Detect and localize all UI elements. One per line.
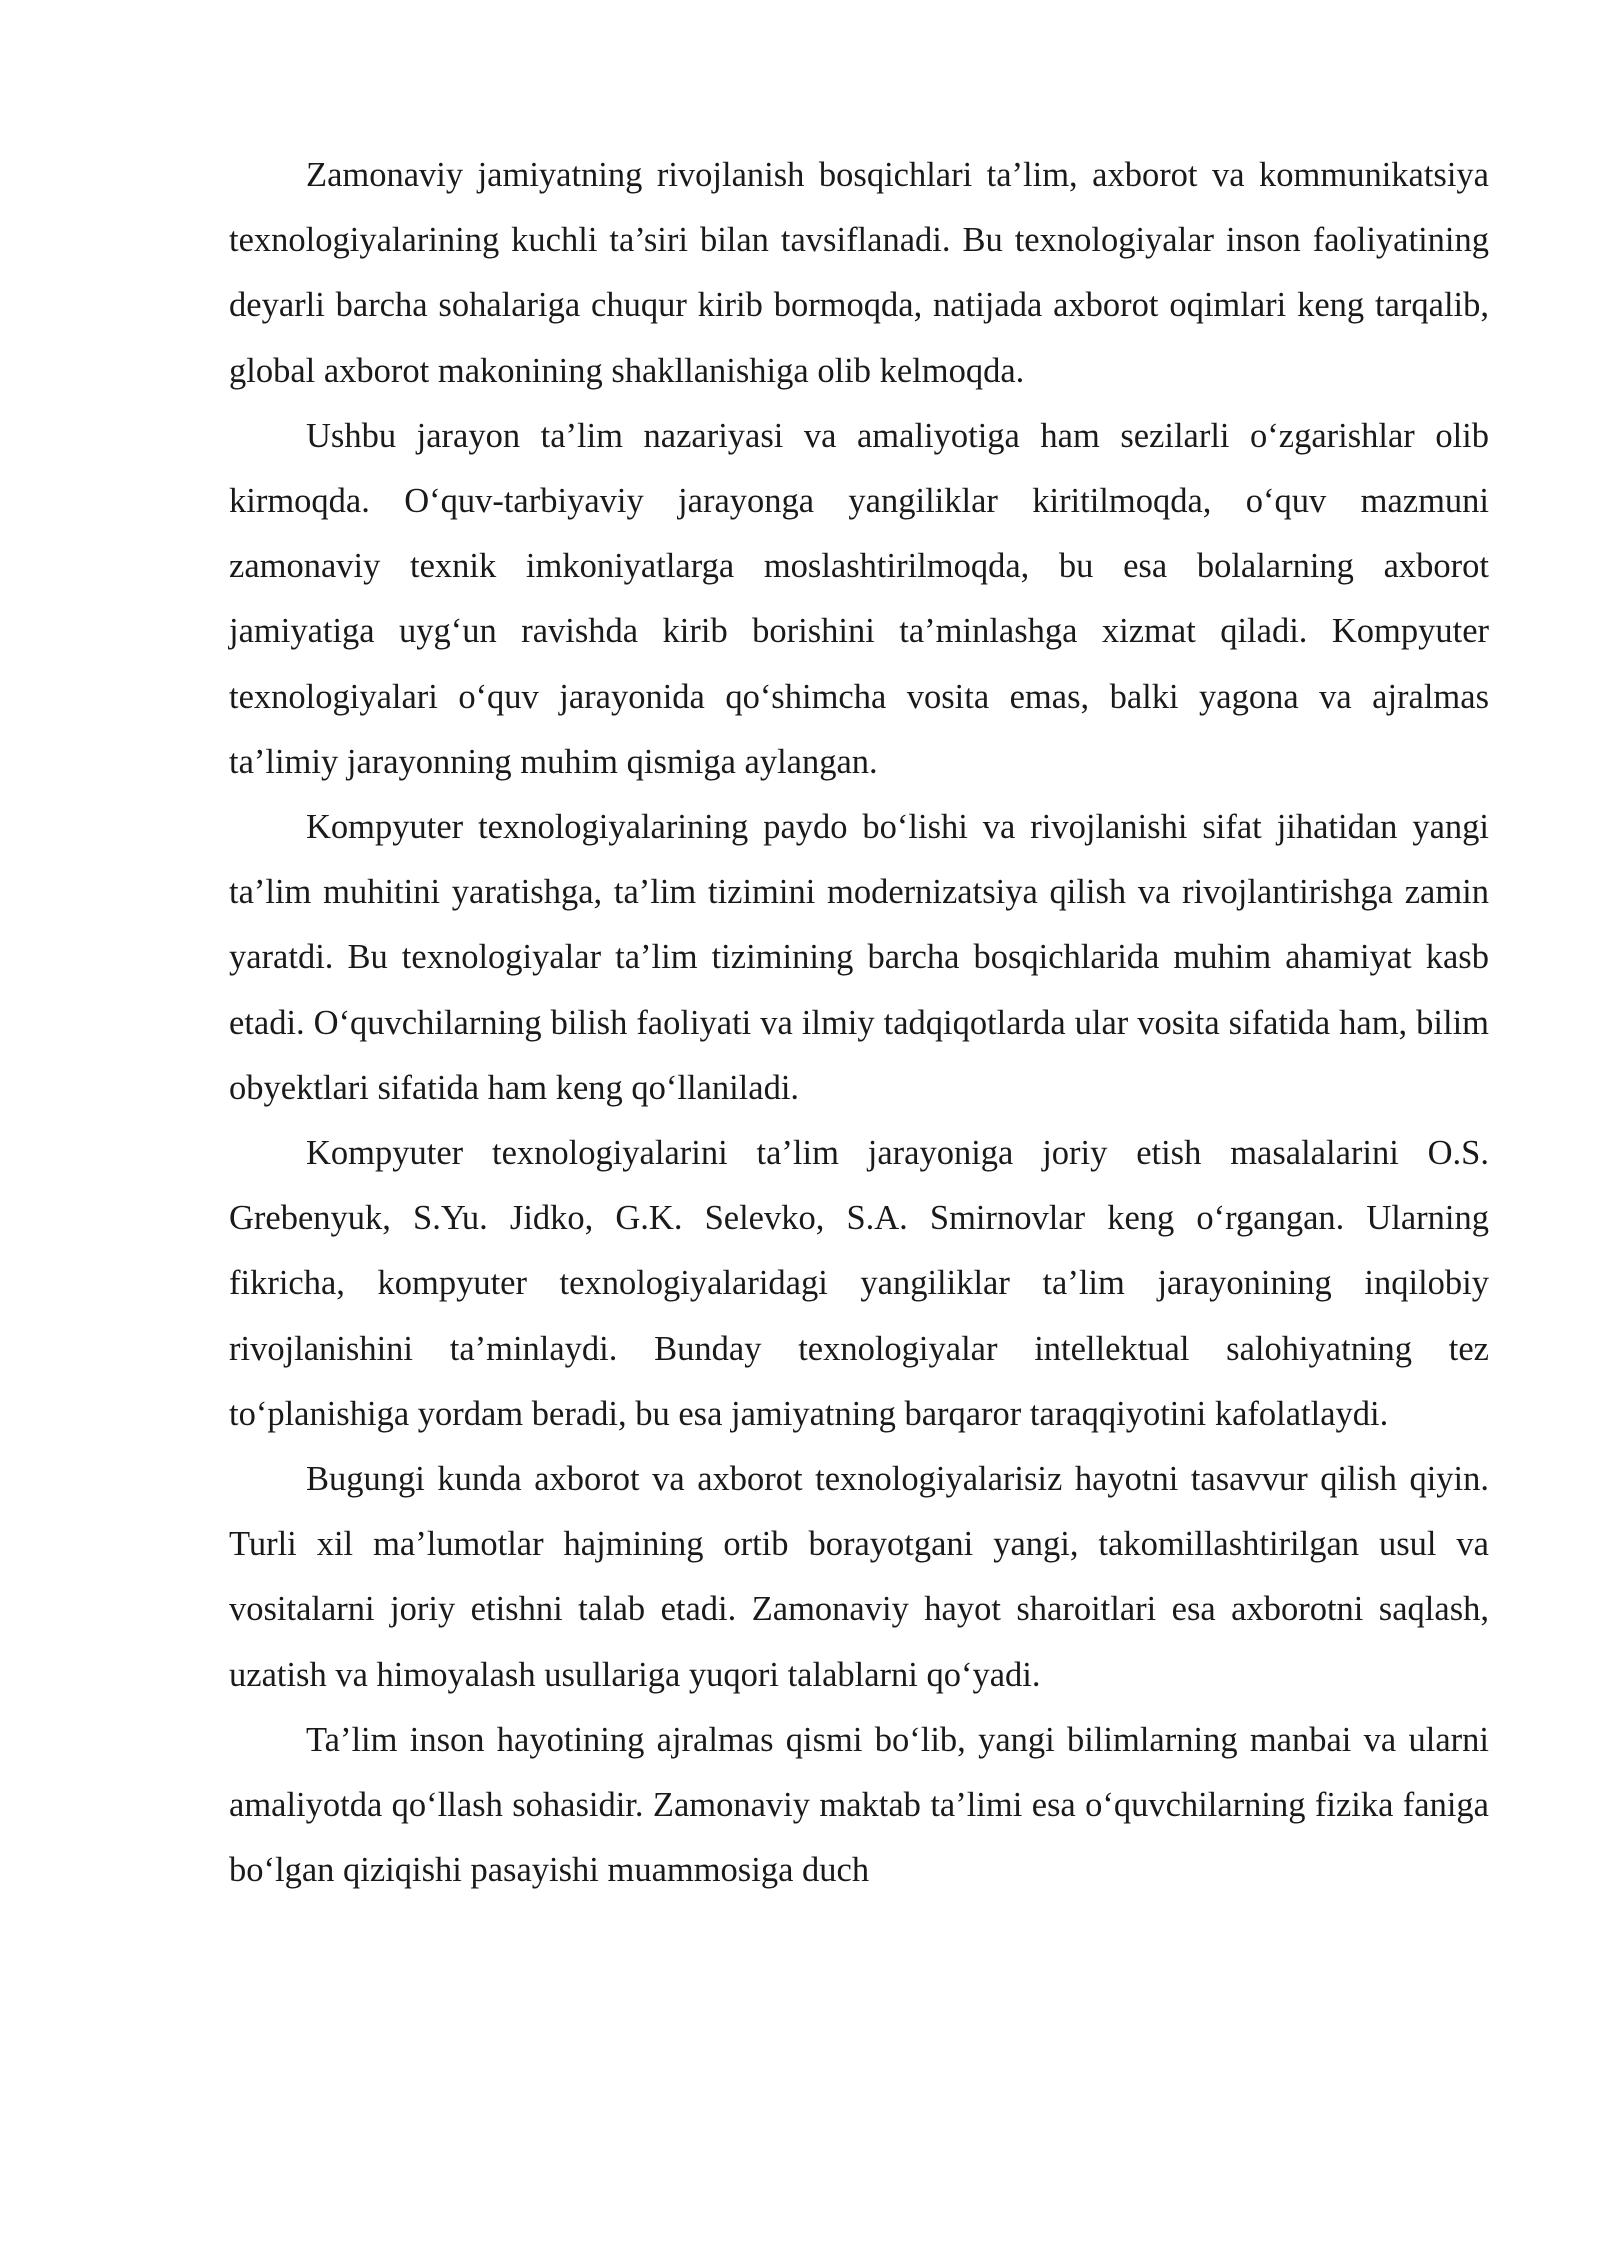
paragraph-1: Zamonaviy jamiyatning rivojlanish bosqichlari ta’lim, axborot va kommunikatsiya texnologiyalarining kuchli ta’siri bilan tavsiflanadi. Bu texnologiyalar inson faoliyatining deyarli barcha sohalariga chuqur kirib bormoqda, natijada axborot oqimlari keng tarqalib, global axborot makonining shakllanishiga olib kelmoqda. bbox=[229, 156, 1489, 390]
paragraph-2: Ushbu jarayon ta’lim nazariyasi va amaliyotiga ham sezilarli o‘zgarishlar olib kirmoqda. O‘quv-tarbiyaviy jarayonga yangiliklar kiritilmoqda, o‘quv mazmuni zamonaviy texnik imkoniyatlarga moslashtirilmoqda, bu esa bolalarning axborot jamiyatiga uyg‘un ravishda kirib borishini ta’minlashga xizmat qiladi. Kompyuter texnologiyalari o‘quv jarayonida qo‘shimcha vosita emas, balki yagona va ajralmas ta’limiy jarayonning muhim qismiga aylangan. bbox=[229, 416, 1489, 781]
document-body bbox=[229, 143, 1489, 1903]
paragraph-3: Kompyuter texnologiyalarining paydo bo‘lishi va rivojlanishi sifat jihatidan yangi ta’lim muhitini yaratishga, ta’lim tizimini modernizatsiya qilish va rivojlantirishga zamin yaratdi. Bu texnologiyalar ta’lim tizimining barcha bosqichlarida muhim ahamiyat kasb etadi. O‘quvchilarning bilish faoliyati va ilmiy tadqiqotlarda ular vosita sifatida ham, bilim obyektlari sifatida ham keng qo‘llaniladi. bbox=[229, 808, 1489, 1107]
paragraph-5: Bugungi kunda axborot va axborot texnologiyalarisiz hayotni tasavvur qilish qiyin. Turli xil ma’lumotlar hajmining ortib borayotgani yangi, takomillashtirilgan usul va vositalarni joriy etishni talab etadi. Zamonaviy hayot sharoitlari esa axborotni saqlash, uzatish va himoyalash usullariga yuqori talablarni qo‘yadi. bbox=[229, 1460, 1489, 1694]
paragraph-4: Kompyuter texnologiyalarini ta’lim jarayoniga joriy etish masalalarini O.S. Grebenyuk, S.Yu. Jidko, G.K. Selevko, S.A. Smirnovlar keng o‘rgangan. Ularning fikricha, kompyuter texnologiyalaridagi yangiliklar ta’lim jarayonining inqilobiy rivojlanishini ta’minlaydi. Bunday texnologiyalar intellektual salohiyatning tez to‘planishiga yordam beradi, bu esa jamiyatning barqaror taraqqiyotini kafolatlaydi. bbox=[229, 1134, 1489, 1433]
paragraph-6: Ta’lim inson hayotining ajralmas qismi bo‘lib, yangi bilimlarning manbai va ularni amaliyotda qo‘llash sohasidir. Zamonaviy maktab ta’limi esa o‘quvchilarning fizika faniga bo‘lgan qiziqishi pasayishi muammosiga duch bbox=[229, 1720, 1489, 1890]
